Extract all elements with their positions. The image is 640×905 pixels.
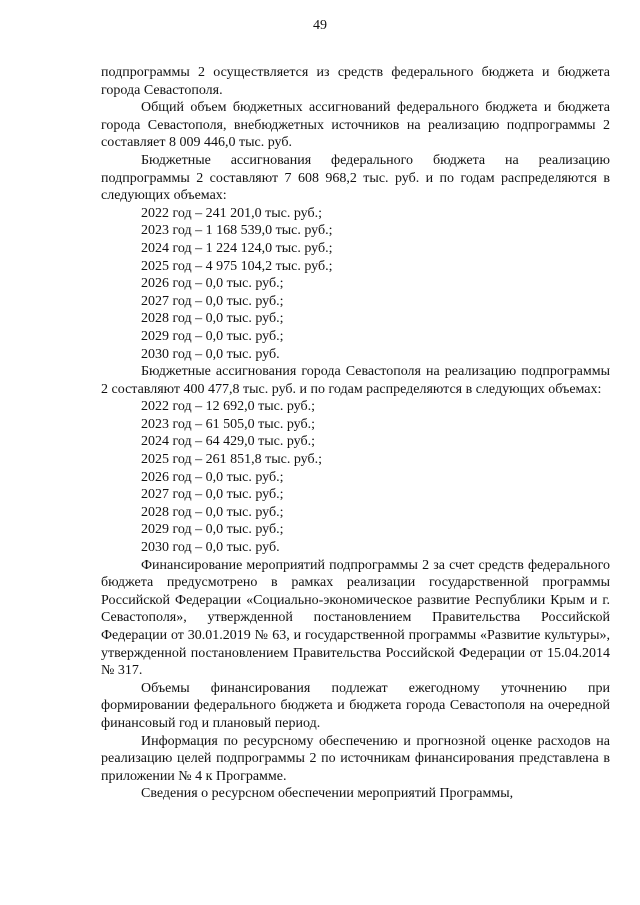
federal-year-item: 2025 год – 4 975 104,2 тыс. руб.; xyxy=(141,258,333,274)
paragraph-federal-allocations: Бюджетные ассигнования федерального бюджета на реализацию подпрограммы 2 составляют 7 608 968,2 тыс. руб. и по годам распределяются в следующих объемах: xyxy=(101,152,610,204)
city-year-item: 2030 год – 0,0 тыс. руб. xyxy=(141,540,280,556)
federal-year-item: 2028 год – 0,0 тыс. руб.; xyxy=(141,311,284,327)
document-body xyxy=(101,64,610,803)
city-year-item: 2027 год – 0,0 тыс. руб.; xyxy=(141,487,284,503)
page-number: 49 xyxy=(313,18,327,33)
city-year-item: 2022 год – 12 692,0 тыс. руб.; xyxy=(141,399,315,415)
city-year-item: 2026 год – 0,0 тыс. руб.; xyxy=(141,469,284,485)
paragraph-resource-details: Сведения о ресурсном обеспечении мероприятий Программы, xyxy=(141,786,514,802)
federal-year-item: 2027 год – 0,0 тыс. руб.; xyxy=(141,293,284,309)
city-year-item: 2029 год – 0,0 тыс. руб.; xyxy=(141,522,284,538)
federal-year-item: 2022 год – 241 201,0 тыс. руб.; xyxy=(141,205,322,221)
paragraph-resource-info: Информация по ресурсному обеспечению и прогнозной оценке расходов на реализацию целей подпрограммы 2 по источникам финансирования представлена в приложении № 4 к Программе. xyxy=(101,733,610,784)
paragraph-city-allocations: Бюджетные ассигнования города Севастополя на реализацию подпрограммы 2 составляют 400 477,8 тыс. руб. и по годам распределяются в следующих объемах: xyxy=(101,364,610,397)
paragraph-funding-sources: подпрограммы 2 осуществляется из средств федерального бюджета и бюджета города Севастополя. xyxy=(101,65,610,98)
city-year-item: 2028 год – 0,0 тыс. руб.; xyxy=(141,504,284,520)
federal-year-item: 2024 год – 1 224 124,0 тыс. руб.; xyxy=(141,240,333,256)
city-year-item: 2024 год – 64 429,0 тыс. руб.; xyxy=(141,434,315,450)
federal-year-item: 2023 год – 1 168 539,0 тыс. руб.; xyxy=(141,223,333,239)
paragraph-federal-programs: Финансирование мероприятий подпрограммы 2 за счет средств федерального бюджета предусмотрено в рамках реализации государственной программы Российской Федерации «Социально-экономическое развитие Республики Крым и г. Севастополя», утвержденной постановлением Правительства Российской Федерации от 30.01.2019 № 63, и государственной программы «Развитие культуры», утвержденной постановлением Правительства Российской Федерации от 15.04.2014 № 317. xyxy=(101,557,610,679)
federal-year-item: 2029 год – 0,0 тыс. руб.; xyxy=(141,328,284,344)
paragraph-total-volume: Общий объем бюджетных ассигнований федерального бюджета и бюджета города Севастополя, внебюджетных источников на реализацию подпрограммы 2 составляет 8 009 446,0 тыс. руб. xyxy=(101,100,610,151)
federal-year-list xyxy=(101,205,610,363)
federal-year-item: 2030 год – 0,0 тыс. руб. xyxy=(141,346,280,362)
city-year-item: 2023 год – 61 505,0 тыс. руб.; xyxy=(141,416,315,432)
city-year-item: 2025 год – 261 851,8 тыс. руб.; xyxy=(141,452,322,468)
city-year-list xyxy=(101,398,610,556)
federal-year-item: 2026 год – 0,0 тыс. руб.; xyxy=(141,276,284,292)
paragraph-annual-adjustment: Объемы финансирования подлежат ежегодному уточнению при формировании федерального бюджета и бюджета города Севастополя на очередной финансовый год и плановый период. xyxy=(101,680,610,731)
